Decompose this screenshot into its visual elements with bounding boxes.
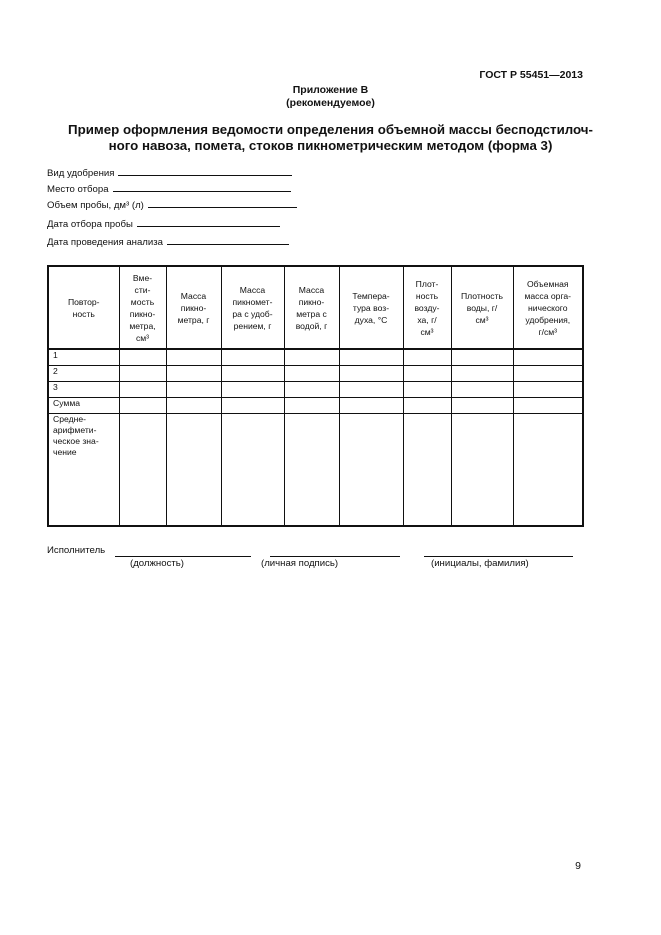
signature-line[interactable]: [270, 556, 400, 557]
table-cell[interactable]: [221, 414, 284, 527]
fill-line[interactable]: [167, 235, 289, 245]
table-row: [48, 366, 583, 382]
table-cell[interactable]: [221, 349, 284, 366]
position-caption: (должность): [130, 558, 184, 569]
header-cell: Масса пикномет- ра с удоб- рением, г: [221, 266, 284, 349]
table-cell[interactable]: [221, 366, 284, 382]
header-cell: Объемная масса орга- нического удобрения, г/см³: [513, 266, 583, 349]
row-label: 2: [48, 366, 119, 382]
table-cell[interactable]: [221, 382, 284, 398]
signature-caption: (личная подпись): [261, 558, 339, 569]
table-header-row: [48, 266, 583, 349]
table-cell[interactable]: [166, 414, 221, 527]
table-cell[interactable]: [119, 398, 166, 414]
row-label: 1: [48, 349, 119, 366]
fill-line[interactable]: [113, 182, 291, 192]
appendix-label: Приложение В: [292, 84, 369, 96]
table-cell[interactable]: [403, 366, 451, 382]
header-cell: Повтор- ность: [48, 266, 119, 349]
table-cell[interactable]: [451, 366, 513, 382]
table-cell[interactable]: [221, 398, 284, 414]
field-label: Объем пробы, дм³ (л): [47, 200, 144, 211]
table-cell[interactable]: [513, 349, 583, 366]
field-sampling-place: [47, 182, 291, 195]
header-cell: Масса пикно- метра, г: [166, 266, 221, 349]
fill-line[interactable]: [137, 217, 280, 227]
table-cell[interactable]: [339, 366, 403, 382]
table-cell[interactable]: [513, 382, 583, 398]
table-cell[interactable]: [166, 398, 221, 414]
table-cell[interactable]: [284, 382, 339, 398]
table-cell[interactable]: [284, 366, 339, 382]
executor-label: Исполнитель: [47, 545, 106, 556]
table-cell[interactable]: [339, 349, 403, 366]
field-analysis-date: [47, 235, 289, 248]
header-cell: Плотность воды, г/ см³: [451, 266, 513, 349]
table-cell[interactable]: [339, 398, 403, 414]
header-cell: Темпера- тура воз- духа, °С: [339, 266, 403, 349]
row-label: Средне- арифмети- ческое зна- чение: [48, 414, 119, 527]
table-cell[interactable]: [451, 382, 513, 398]
table-row: [48, 398, 583, 414]
table-cell[interactable]: [119, 382, 166, 398]
table-row: [48, 349, 583, 366]
field-label: Место отбора: [47, 184, 109, 195]
table-cell[interactable]: [119, 366, 166, 382]
measurement-table: [47, 265, 584, 527]
table-cell[interactable]: [284, 414, 339, 527]
table-cell[interactable]: [403, 398, 451, 414]
table-cell[interactable]: [451, 414, 513, 527]
position-line[interactable]: [115, 556, 251, 557]
title-line-1: Пример оформления ведомости определения объемной массы бесподстилоч-: [68, 122, 593, 137]
header-cell: Вме- сти- мость пикно- метра, см³: [119, 266, 166, 349]
table-cell[interactable]: [513, 398, 583, 414]
table-cell[interactable]: [513, 366, 583, 382]
header-cell: Плот- ность возду- ха, г/ см³: [403, 266, 451, 349]
field-label: Дата проведения анализа: [47, 237, 164, 248]
field-label: Дата отбора пробы: [47, 219, 133, 230]
table-cell[interactable]: [119, 414, 166, 527]
field-sample-volume: [47, 198, 297, 211]
table-cell[interactable]: [513, 414, 583, 527]
table-cell[interactable]: [119, 349, 166, 366]
field-sampling-date: [47, 217, 280, 230]
table-cell[interactable]: [284, 349, 339, 366]
row-label: 3: [48, 382, 119, 398]
standard-number: ГОСТ Р 55451—2013: [479, 69, 583, 81]
table-cell[interactable]: [403, 382, 451, 398]
field-label: Вид удобрения: [47, 168, 115, 179]
fill-line[interactable]: [118, 166, 292, 176]
appendix-status: (рекомендуемое): [286, 97, 375, 109]
fill-line[interactable]: [148, 198, 297, 208]
name-caption: (инициалы, фамилия): [431, 558, 529, 569]
name-line[interactable]: [424, 556, 573, 557]
table-cell[interactable]: [166, 382, 221, 398]
table-row: [48, 414, 583, 527]
table-cell[interactable]: [451, 349, 513, 366]
table-cell[interactable]: [403, 349, 451, 366]
title-line-2: ного навоза, помета, стоков пикнометрическим методом (форма 3): [108, 138, 553, 153]
page-number: 9: [575, 860, 581, 872]
table-cell[interactable]: [284, 398, 339, 414]
table-cell[interactable]: [451, 398, 513, 414]
table-cell[interactable]: [339, 414, 403, 527]
row-label: Сумма: [48, 398, 119, 414]
field-fertilizer-type: [47, 166, 292, 179]
table-cell[interactable]: [166, 349, 221, 366]
header-cell: Масса пикно- метра с водой, г: [284, 266, 339, 349]
document-title: [40, 122, 621, 154]
table-row: [48, 382, 583, 398]
table-cell[interactable]: [339, 382, 403, 398]
table-cell[interactable]: [166, 366, 221, 382]
table-cell[interactable]: [403, 414, 451, 527]
